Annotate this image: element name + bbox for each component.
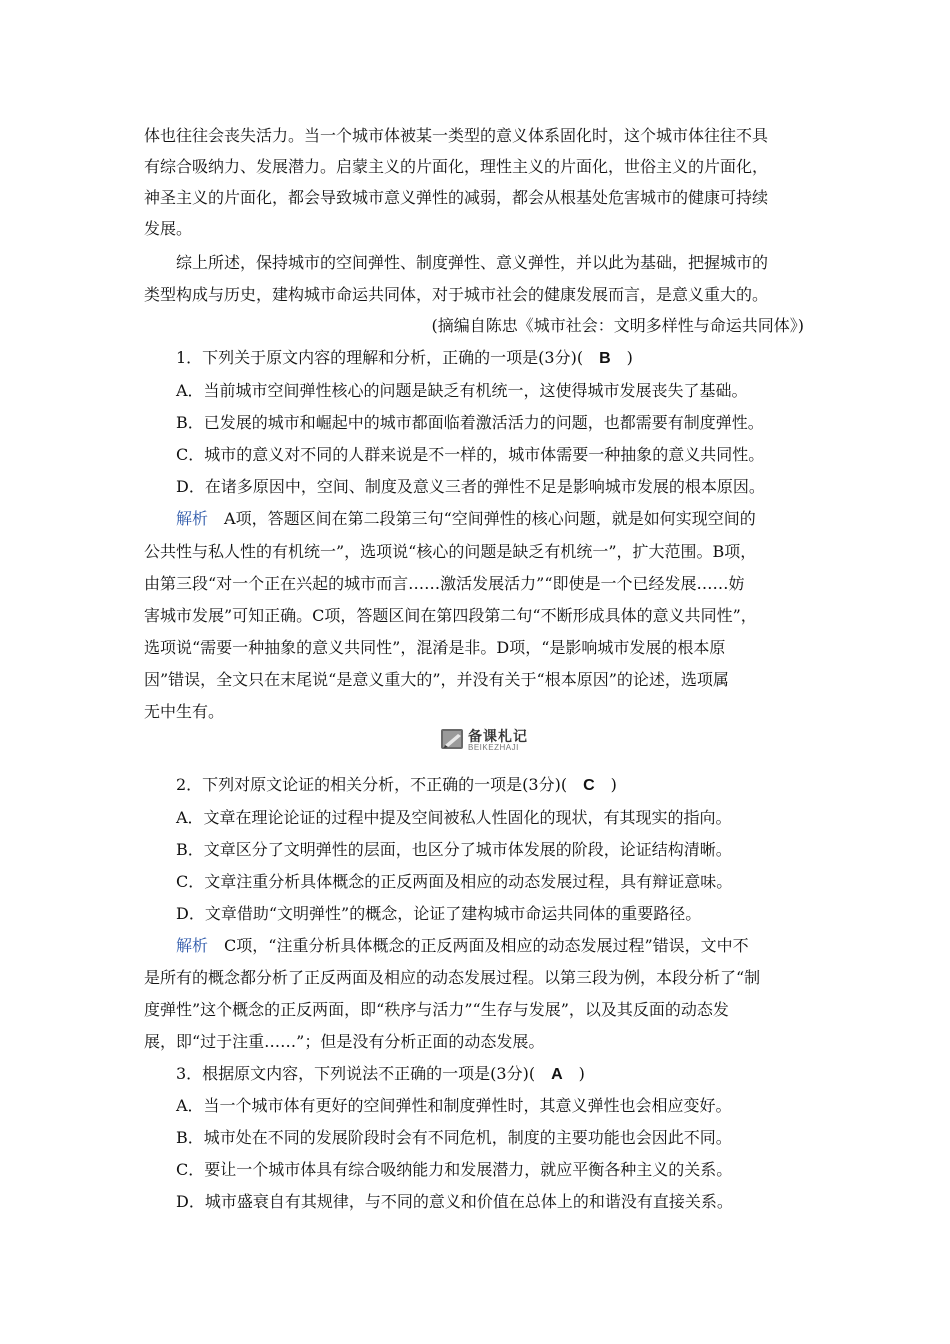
analysis-line: 公共性与私人性的有机统一”，选项说“核心的问题是缺乏有机统一”，扩大范围。B项， (144, 542, 757, 561)
banner-title: 备课札记 (468, 729, 528, 745)
question-1-analysis: 解析 A项，答题区间在第二段第三句“空间弹性的核心问题，就是如何实现空间的 (176, 509, 756, 528)
analysis-line: 无中生有。 (144, 702, 225, 721)
banner-subtitle: BEIKEZHAJI (468, 743, 519, 752)
analysis-line: 度弹性”这个概念的正反两面，即“秩序与活力”“生存与发展”，以及其反面的动态发 (144, 1000, 729, 1019)
question-2-option-c: C．文章注重分析具体概念的正反两面及相应的动态发展过程，具有辩证意味。 (144, 872, 733, 891)
question-3-option-c: C．要让一个城市体具有综合吸纳能力和发展潜力，就应平衡各种主义的关系。 (144, 1160, 733, 1179)
question-1-option-b: B．已发展的城市和崛起中的城市都面临着激活活力的问题，也都需要有制度弹性。 (144, 413, 764, 432)
source-citation: (摘编自陈忠《城市社会：文明多样性与命运共同体》) (431, 316, 804, 335)
question-1-stem: 1．下列关于原文内容的理解和分析，正确的一项是(3分)( B ) (144, 348, 633, 367)
analysis-line: 由第三段“对一个正在兴起的城市而言……激活发展活力”“即使是一个已经发展……妨 (144, 574, 745, 593)
lesson-notes-banner (440, 726, 540, 754)
question-1-option-c: C．城市的意义对不同的人群来说是不一样的，城市体需要一种抽象的意义共同性。 (144, 445, 765, 464)
question-1-answer: B (599, 350, 611, 367)
pen-notebook-icon (440, 726, 466, 752)
analysis-label: 解析 (176, 509, 209, 528)
analysis-line: 是所有的概念都分析了正反两面及相应的动态发展过程。以第三段为例，本段分析了“制 (144, 968, 761, 987)
question-3-option-a: A．当一个城市体有更好的空间弹性和制度弹性时，其意义弹性也会相应变好。 (144, 1096, 732, 1115)
analysis-line: 选项说“需要一种抽象的意义共同性”，混淆是非。D项，“是影响城市发展的根本原 (144, 638, 726, 657)
analysis-line: 因”错误，全文只在末尾说“是意义重大的”，并没有关于“根本原因”的论述，选项属 (144, 670, 729, 689)
question-1-option-d: D．在诸多原因中，空间、制度及意义三者的弹性不足是影响城市发展的根本原因。 (144, 477, 765, 496)
paragraph-line: 类型构成与历史，建构城市命运共同体，对于城市社会的健康发展而言，是意义重大的。 (144, 285, 769, 304)
question-2-analysis: 解析 C项，“注重分析具体概念的正反两面及相应的动态发展过程”错误，文中不 (176, 936, 749, 955)
question-1-option-a: A．当前城市空间弹性核心的问题是缺乏有机统一，这使得城市发展丧失了基础。 (144, 381, 748, 400)
analysis-line: 害城市发展”可知正确。C项，答题区间在第四段第二句“不断形成具体的意义共同性”， (144, 606, 757, 625)
question-2-option-d: D．文章借助“文明弹性”的概念，论证了建构城市命运共同体的重要路径。 (144, 904, 702, 923)
question-3-stem: 3．根据原文内容，下列说法不正确的一项是(3分)( A ) (144, 1064, 585, 1083)
question-2-option-b: B．文章区分了文明弹性的层面，也区分了城市体发展的阶段，论证结构清晰。 (144, 840, 732, 859)
question-2-answer: C (583, 777, 595, 794)
paragraph-line: 发展。 (144, 219, 193, 238)
analysis-line: 展，即“过于注重……”；但是没有分析正面的动态发展。 (144, 1032, 545, 1051)
question-3-option-b: B．城市处在不同的发展阶段时会有不同危机，制度的主要功能也会因此不同。 (144, 1128, 732, 1147)
question-3-option-d: D．城市盛衰自有其规律，与不同的意义和价值在总体上的和谐没有直接关系。 (144, 1192, 733, 1211)
question-2-stem: 2．下列对原文论证的相关分析，不正确的一项是(3分)( C ) (144, 775, 617, 794)
paragraph-line: 有综合吸纳力、发展潜力。启蒙主义的片面化，理性主义的片面化，世俗主义的片面化， (144, 157, 769, 176)
analysis-label: 解析 (176, 936, 209, 955)
question-2-option-a: A．文章在理论论证的过程中提及空间被私人性固化的现状，有其现实的指向。 (144, 808, 732, 827)
paragraph-line: 体也往往会丧失活力。当一个城市体被某一类型的意义体系固化时，这个城市体往往不具 (144, 126, 769, 145)
paragraph-line: 综上所述，保持城市的空间弹性、制度弹性、意义弹性，并以此为基础，把握城市的 (144, 253, 769, 272)
paragraph-line: 神圣主义的片面化，都会导致城市意义弹性的减弱，都会从根基处危害城市的健康可持续 (144, 188, 769, 207)
question-3-answer: A (551, 1066, 563, 1083)
